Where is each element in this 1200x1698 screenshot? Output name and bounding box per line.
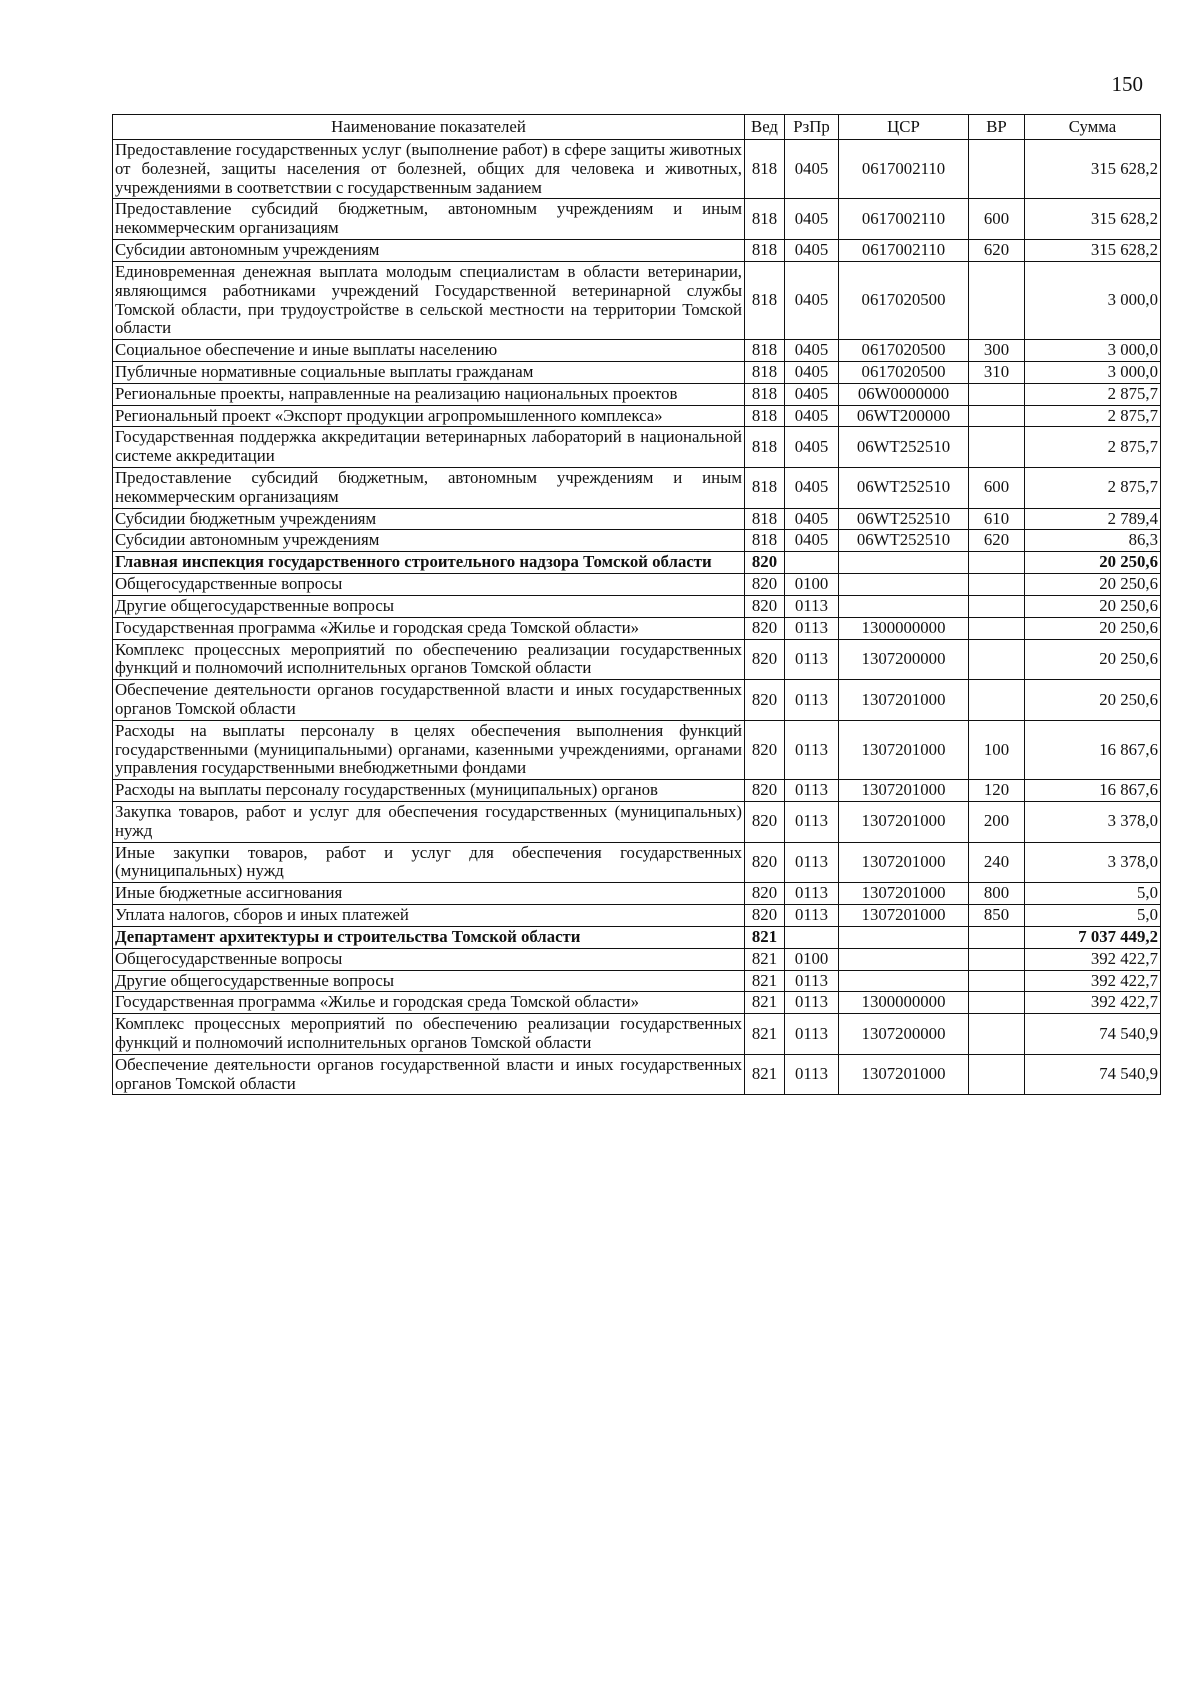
row-name-cell: Иные бюджетные ассигнования [113,883,745,905]
table-row [113,427,1161,468]
row-sum-cell: 20 250,6 [1025,552,1161,574]
table-row [113,680,1161,721]
row-name-cell: Предоставление субсидий бюджетным, автономным учреждениям и иным некоммерческим организациям [113,468,745,509]
row-vr-cell [969,970,1025,992]
row-ved-cell: 818 [745,261,785,339]
table-row [113,261,1161,339]
row-ved-cell: 818 [745,361,785,383]
row-vr-cell [969,639,1025,680]
table-row [113,802,1161,843]
table-row [113,617,1161,639]
row-csr-cell: 06WT252510 [839,427,969,468]
row-vr-cell: 240 [969,842,1025,883]
row-csr-cell: 0617002110 [839,199,969,240]
row-ved-cell: 818 [745,508,785,530]
row-vr-cell [969,1054,1025,1095]
row-ved-cell: 820 [745,842,785,883]
row-ved-cell: 818 [745,405,785,427]
row-rzpr-cell: 0113 [785,1014,839,1055]
row-rzpr-cell: 0405 [785,261,839,339]
budget-table [112,114,1161,1095]
row-sum-cell: 315 628,2 [1025,240,1161,262]
table-row [113,508,1161,530]
row-vr-cell [969,574,1025,596]
column-header-name: Наименование показателей [113,115,745,140]
column-header-vr: ВР [969,115,1025,140]
row-name-cell: Обеспечение деятельности органов государственной власти и иных государственных органов Томской области [113,680,745,721]
row-csr-cell: 06WT252510 [839,508,969,530]
table-row [113,970,1161,992]
row-sum-cell: 392 422,7 [1025,970,1161,992]
row-vr-cell: 800 [969,883,1025,905]
row-name-cell: Субсидии автономным учреждениям [113,240,745,262]
row-sum-cell: 2 875,7 [1025,383,1161,405]
row-ved-cell: 821 [745,1054,785,1095]
table-row [113,340,1161,362]
row-rzpr-cell: 0113 [785,905,839,927]
row-ved-cell: 821 [745,970,785,992]
row-csr-cell: 1307200000 [839,639,969,680]
table-row [113,595,1161,617]
row-sum-cell: 20 250,6 [1025,639,1161,680]
column-header-csr: ЦСР [839,115,969,140]
row-rzpr-cell: 0100 [785,574,839,596]
row-rzpr-cell: 0113 [785,780,839,802]
row-rzpr-cell: 0113 [785,1054,839,1095]
row-rzpr-cell: 0405 [785,427,839,468]
table-row [113,842,1161,883]
table-header-row [113,115,1161,140]
row-csr-cell: 1307201000 [839,720,969,779]
table-section-row [113,926,1161,948]
row-csr-cell: 0617020500 [839,361,969,383]
row-vr-cell: 850 [969,905,1025,927]
row-vr-cell [969,261,1025,339]
row-csr-cell: 1300000000 [839,617,969,639]
table-row [113,199,1161,240]
row-rzpr-cell: 0405 [785,199,839,240]
row-sum-cell: 20 250,6 [1025,574,1161,596]
page-number: 150 [1111,72,1143,96]
row-csr-cell: 06W0000000 [839,383,969,405]
row-sum-cell: 3 000,0 [1025,361,1161,383]
row-rzpr-cell: 0113 [785,617,839,639]
row-name-cell: Государственная поддержка аккредитации ветеринарных лабораторий в национальной системе аккредитации [113,427,745,468]
row-name-cell: Региональные проекты, направленные на реализацию национальных проектов [113,383,745,405]
row-ved-cell: 821 [745,992,785,1014]
row-name-cell: Общегосударственные вопросы [113,574,745,596]
row-csr-cell: 1300000000 [839,992,969,1014]
row-name-cell: Субсидии автономным учреждениям [113,530,745,552]
row-sum-cell: 3 000,0 [1025,261,1161,339]
table-row [113,883,1161,905]
table-row [113,530,1161,552]
row-csr-cell [839,552,969,574]
row-name-cell: Предоставление государственных услуг (выполнение работ) в сфере защиты животных от болезней, защиты населения от болезней, общих для человека и животных, учреждениями в соответствии с государственным заданием [113,140,745,199]
row-rzpr-cell: 0113 [785,842,839,883]
row-name-cell: Расходы на выплаты персоналу государственных (муниципальных) органов [113,780,745,802]
row-sum-cell: 2 875,7 [1025,405,1161,427]
row-csr-cell: 1307201000 [839,802,969,843]
row-csr-cell: 0617002110 [839,140,969,199]
row-csr-cell: 0617020500 [839,340,969,362]
row-ved-cell: 820 [745,595,785,617]
row-name-cell: Главная инспекция государственного строительного надзора Томской области [113,552,745,574]
row-csr-cell: 1307200000 [839,1014,969,1055]
row-csr-cell [839,926,969,948]
row-name-cell: Общегосударственные вопросы [113,948,745,970]
table-section-row [113,552,1161,574]
row-rzpr-cell: 0113 [785,992,839,1014]
row-vr-cell [969,1014,1025,1055]
table-row [113,720,1161,779]
row-csr-cell: 1307201000 [839,780,969,802]
row-ved-cell: 820 [745,905,785,927]
row-csr-cell: 1307201000 [839,883,969,905]
row-csr-cell [839,970,969,992]
table-row [113,1014,1161,1055]
row-sum-cell: 315 628,2 [1025,199,1161,240]
row-vr-cell [969,680,1025,721]
row-vr-cell [969,992,1025,1014]
row-name-cell: Социальное обеспечение и иные выплаты населению [113,340,745,362]
row-vr-cell [969,595,1025,617]
row-name-cell: Департамент архитектуры и строительства Томской области [113,926,745,948]
row-vr-cell [969,948,1025,970]
table-row [113,361,1161,383]
table-row [113,574,1161,596]
row-vr-cell: 620 [969,240,1025,262]
row-rzpr-cell [785,552,839,574]
row-ved-cell: 820 [745,802,785,843]
row-rzpr-cell: 0100 [785,948,839,970]
row-name-cell: Государственная программа «Жилье и городская среда Томской области» [113,617,745,639]
row-rzpr-cell: 0405 [785,140,839,199]
row-name-cell: Уплата налогов, сборов и иных платежей [113,905,745,927]
row-ved-cell: 818 [745,340,785,362]
row-name-cell: Единовременная денежная выплата молодым специалистам в области ветеринарии, являющимся работниками учреждений Государственной ветеринарной службы Томской области, при трудоустройстве в сельской местности на территории Томской области [113,261,745,339]
column-header-sum: Сумма [1025,115,1161,140]
row-csr-cell [839,595,969,617]
row-csr-cell [839,948,969,970]
row-sum-cell: 315 628,2 [1025,140,1161,199]
row-csr-cell: 06WT252510 [839,530,969,552]
row-vr-cell: 620 [969,530,1025,552]
row-vr-cell [969,926,1025,948]
row-rzpr-cell: 0405 [785,405,839,427]
table-row [113,140,1161,199]
row-csr-cell: 06WT200000 [839,405,969,427]
row-ved-cell: 818 [745,383,785,405]
row-sum-cell: 20 250,6 [1025,595,1161,617]
row-sum-cell: 2 875,7 [1025,468,1161,509]
row-rzpr-cell: 0113 [785,720,839,779]
row-ved-cell: 820 [745,552,785,574]
row-vr-cell: 600 [969,199,1025,240]
row-vr-cell [969,405,1025,427]
row-vr-cell [969,427,1025,468]
row-sum-cell: 3 378,0 [1025,802,1161,843]
row-name-cell: Региональный проект «Экспорт продукции агропромышленного комплекса» [113,405,745,427]
row-rzpr-cell: 0113 [785,595,839,617]
table-row [113,905,1161,927]
row-sum-cell: 20 250,6 [1025,617,1161,639]
row-vr-cell: 600 [969,468,1025,509]
row-vr-cell [969,383,1025,405]
row-ved-cell: 820 [745,883,785,905]
table-row [113,1054,1161,1095]
row-csr-cell: 0617002110 [839,240,969,262]
row-rzpr-cell: 0405 [785,530,839,552]
row-ved-cell: 820 [745,680,785,721]
row-sum-cell: 74 540,9 [1025,1054,1161,1095]
row-ved-cell: 821 [745,926,785,948]
row-ved-cell: 820 [745,639,785,680]
column-header-ved: Вед [745,115,785,140]
row-rzpr-cell: 0405 [785,361,839,383]
row-name-cell: Расходы на выплаты персоналу в целях обеспечения выполнения функций государственными (муниципальными) органами, казенными учреждениями, органами управления государственными внебюджетными фондами [113,720,745,779]
row-ved-cell: 820 [745,574,785,596]
row-name-cell: Предоставление субсидий бюджетным, автономным учреждениям и иным некоммерческим организациям [113,199,745,240]
row-ved-cell: 818 [745,530,785,552]
row-vr-cell: 310 [969,361,1025,383]
row-vr-cell: 610 [969,508,1025,530]
row-name-cell: Субсидии бюджетным учреждениям [113,508,745,530]
row-sum-cell: 392 422,7 [1025,948,1161,970]
row-sum-cell: 7 037 449,2 [1025,926,1161,948]
row-ved-cell: 821 [745,948,785,970]
row-ved-cell: 818 [745,140,785,199]
row-vr-cell [969,552,1025,574]
row-vr-cell: 100 [969,720,1025,779]
row-sum-cell: 16 867,6 [1025,780,1161,802]
table-row [113,992,1161,1014]
row-ved-cell: 818 [745,427,785,468]
table-row [113,240,1161,262]
row-name-cell: Обеспечение деятельности органов государственной власти и иных государственных органов Томской области [113,1054,745,1095]
table-row [113,639,1161,680]
row-csr-cell: 1307201000 [839,842,969,883]
row-rzpr-cell [785,926,839,948]
row-ved-cell: 818 [745,199,785,240]
table-row [113,468,1161,509]
row-rzpr-cell: 0113 [785,639,839,680]
row-sum-cell: 16 867,6 [1025,720,1161,779]
row-vr-cell: 200 [969,802,1025,843]
table-row [113,948,1161,970]
row-csr-cell: 1307201000 [839,905,969,927]
row-name-cell: Другие общегосударственные вопросы [113,595,745,617]
row-name-cell: Комплекс процессных мероприятий по обеспечению реализации государственных функций и полномочий исполнительных органов Томской области [113,639,745,680]
row-rzpr-cell: 0113 [785,970,839,992]
row-name-cell: Иные закупки товаров, работ и услуг для обеспечения государственных (муниципальных) нужд [113,842,745,883]
row-name-cell: Публичные нормативные социальные выплаты гражданам [113,361,745,383]
row-csr-cell: 1307201000 [839,680,969,721]
table-row [113,383,1161,405]
row-rzpr-cell: 0113 [785,883,839,905]
row-rzpr-cell: 0113 [785,802,839,843]
row-sum-cell: 3 378,0 [1025,842,1161,883]
row-rzpr-cell: 0405 [785,340,839,362]
row-ved-cell: 821 [745,1014,785,1055]
row-rzpr-cell: 0405 [785,468,839,509]
row-csr-cell: 06WT252510 [839,468,969,509]
row-ved-cell: 820 [745,780,785,802]
row-name-cell: Закупка товаров, работ и услуг для обеспечения государственных (муниципальных) нужд [113,802,745,843]
row-sum-cell: 74 540,9 [1025,1014,1161,1055]
row-rzpr-cell: 0405 [785,383,839,405]
row-rzpr-cell: 0113 [785,680,839,721]
row-vr-cell: 120 [969,780,1025,802]
row-name-cell: Государственная программа «Жилье и городская среда Томской области» [113,992,745,1014]
row-csr-cell: 0617020500 [839,261,969,339]
row-sum-cell: 2 875,7 [1025,427,1161,468]
row-sum-cell: 5,0 [1025,905,1161,927]
row-ved-cell: 818 [745,468,785,509]
row-sum-cell: 392 422,7 [1025,992,1161,1014]
row-vr-cell: 300 [969,340,1025,362]
row-vr-cell [969,140,1025,199]
row-name-cell: Комплекс процессных мероприятий по обеспечению реализации государственных функций и полномочий исполнительных органов Томской области [113,1014,745,1055]
row-vr-cell [969,617,1025,639]
table-row [113,780,1161,802]
row-sum-cell: 5,0 [1025,883,1161,905]
row-ved-cell: 820 [745,720,785,779]
row-sum-cell: 86,3 [1025,530,1161,552]
row-sum-cell: 2 789,4 [1025,508,1161,530]
table-row [113,405,1161,427]
row-csr-cell [839,574,969,596]
row-rzpr-cell: 0405 [785,240,839,262]
row-csr-cell: 1307201000 [839,1054,969,1095]
row-sum-cell: 3 000,0 [1025,340,1161,362]
row-rzpr-cell: 0405 [785,508,839,530]
row-ved-cell: 820 [745,617,785,639]
row-sum-cell: 20 250,6 [1025,680,1161,721]
row-ved-cell: 818 [745,240,785,262]
column-header-rzpr: РзПр [785,115,839,140]
row-name-cell: Другие общегосударственные вопросы [113,970,745,992]
